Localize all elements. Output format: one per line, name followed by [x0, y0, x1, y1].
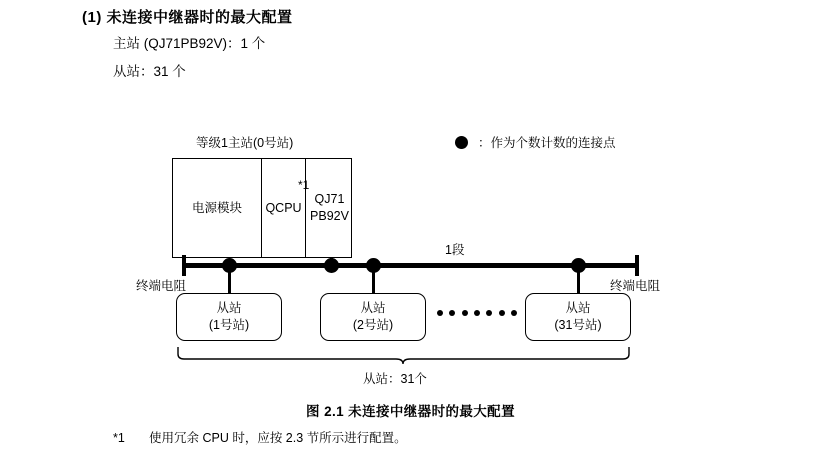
- section-title: 未连接中继器时的最大配置: [106, 9, 293, 26]
- connection-node-slave1: [222, 258, 237, 273]
- legend-label: ：作为个数计数的连接点: [478, 136, 616, 150]
- ellipsis-dot: [449, 310, 455, 316]
- connection-node-master: [324, 258, 339, 273]
- terminator-label-right: 终端电阻: [610, 279, 661, 293]
- ellipsis-dot: [499, 310, 505, 316]
- terminator-label-left: 终端电阻: [136, 279, 187, 293]
- slave-station-box-2: [320, 293, 426, 341]
- network-module-line1: QJ71: [314, 192, 345, 207]
- master-unit-box: [172, 158, 352, 258]
- slave-count-brace: [176, 347, 631, 365]
- ellipsis-dot: [437, 310, 443, 316]
- figure-caption: 图 2.1 未连接中继器时的最大配置: [306, 404, 515, 419]
- slave-name-1: 从站: [216, 300, 242, 315]
- ellipsis-dot: [474, 310, 480, 316]
- filled-circle-icon: [455, 136, 468, 149]
- slave-station-3: (31号站): [554, 318, 602, 332]
- footnote-mark-asterisk: *1: [298, 178, 310, 192]
- qcpu-cell: QCPU: [261, 159, 305, 257]
- slave-station-box-3: [525, 293, 631, 341]
- ellipsis-dots: [437, 310, 517, 316]
- legend: [455, 133, 616, 151]
- connection-node-slave3: [571, 258, 586, 273]
- footnote-text: 使用冗余 CPU 时，应按 2.3 节所示进行配置。: [149, 431, 407, 445]
- network-module-cell: [305, 159, 353, 257]
- ellipsis-dot: [511, 310, 517, 316]
- spec-line-master: 主站 (QJ71PB92V)：1 个: [113, 36, 266, 51]
- segment-label: 1段: [445, 243, 465, 257]
- power-module-cell: 电源模块: [191, 200, 242, 215]
- bus-trunk-line: [186, 263, 635, 268]
- footnote: [113, 428, 407, 446]
- slave-name-2: 从站: [360, 300, 386, 315]
- right-terminator-stub: [635, 255, 639, 276]
- spec-line-slave: 从站：31 个: [113, 64, 186, 79]
- ellipsis-dot: [462, 310, 468, 316]
- footnote-mark: *1: [113, 431, 125, 445]
- slave-station-1: (1号站): [208, 318, 250, 332]
- brace-label: 从站：31个: [363, 372, 427, 386]
- slave-name-3: 从站: [565, 300, 591, 315]
- connection-node-slave2: [366, 258, 381, 273]
- slave-station-2: (2号站): [352, 318, 394, 332]
- slave-station-box-1: [176, 293, 282, 341]
- section-number: (1): [82, 9, 102, 26]
- section-heading: [82, 6, 293, 27]
- master-station-label: 等级1主站(0号站): [196, 136, 294, 150]
- ellipsis-dot: [486, 310, 492, 316]
- network-module-line2: PB92V: [310, 209, 349, 223]
